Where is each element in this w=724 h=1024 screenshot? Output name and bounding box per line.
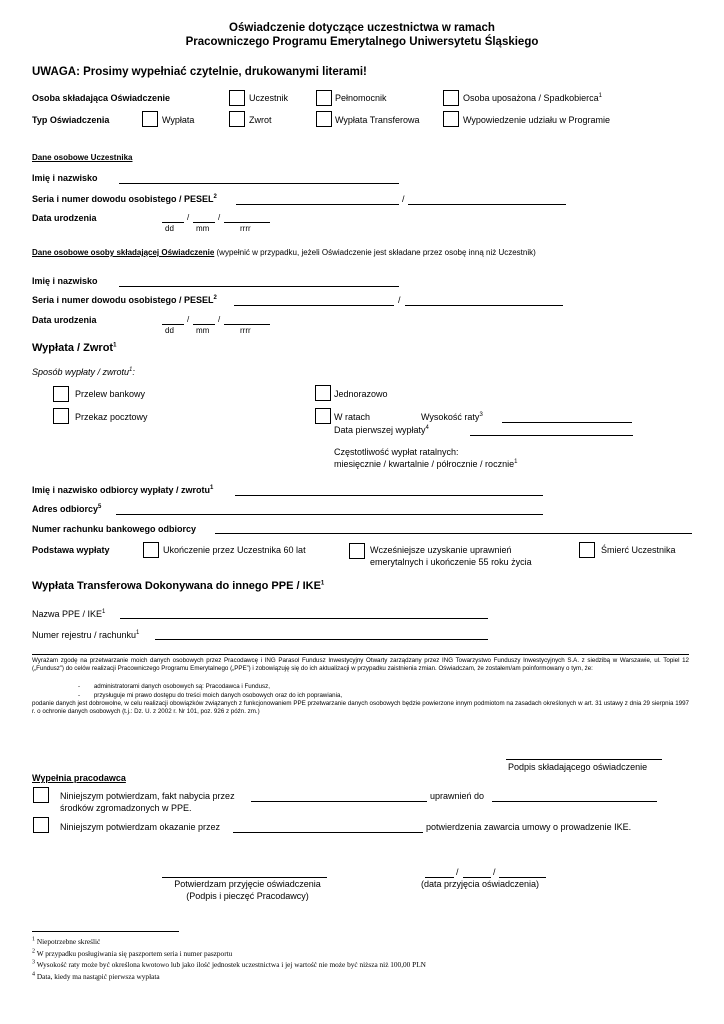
date-slash: / — [456, 867, 459, 877]
account-number-field[interactable] — [215, 533, 692, 534]
frequency-label: Częstotliwość wypłat ratalnych: — [334, 447, 459, 457]
date-slash: / — [187, 213, 190, 222]
section-divider — [32, 654, 689, 655]
employer-signature-line[interactable] — [162, 877, 327, 878]
dob-rrrr: rrrr — [240, 224, 251, 233]
employer-line2-b: potwierdzenia zawarcia umowy o prowadzenie IKE. — [426, 822, 632, 832]
employer-line1-b: uprawnień do — [430, 791, 485, 801]
participant-name-label: Imię i nazwisko — [32, 173, 98, 183]
footnotes — [32, 936, 692, 982]
checkbox-employer-confirm-entitlement[interactable] — [33, 787, 49, 803]
submitter-dob-month[interactable] — [193, 324, 215, 325]
checkbox-basis-age[interactable] — [143, 542, 159, 558]
checkbox-termination[interactable] — [443, 111, 459, 127]
submitter-signature-line[interactable] — [506, 759, 662, 760]
option-proxy: Pełnomocnik — [335, 93, 387, 103]
employer-confirm-label: Potwierdzam przyjęcie oświadczenia — [174, 879, 321, 889]
date-slash: / — [493, 867, 496, 877]
dob-rrrr: rrrr — [240, 326, 251, 335]
footnote-4: $^4$ Data, kiedy ma nastąpić pierwsza wypłata — [32, 971, 160, 981]
employer-line1-a: Niniejszym potwierdzam, fakt nabycia przez — [60, 791, 235, 801]
payout-method-label: Sposób wypłaty / zwrotu$^1$: — [32, 367, 135, 377]
footnote-1: $^1$ Niepotrzebne skreślić — [32, 936, 101, 946]
payout-heading: Wypłata / Zwrot$^1$ — [32, 342, 117, 354]
recipient-address-label: Adres odbiorcy$^5$ — [32, 504, 102, 514]
footnote-separator — [32, 931, 179, 932]
submitter-pesel-field[interactable] — [405, 305, 563, 306]
participant-pesel-field[interactable] — [408, 204, 566, 205]
employer-ike-person-field[interactable] — [233, 832, 423, 833]
submitter-dob-label: Data urodzenia — [32, 315, 97, 325]
submitter-id-label: Seria i numer dowodu osobistego / PESEL$^2$ — [32, 295, 217, 305]
date-slash: / — [187, 315, 190, 324]
dob-mm: mm — [196, 326, 210, 335]
payout-basis-label: Podstawa wypłaty — [32, 545, 110, 555]
date-slash: / — [218, 213, 221, 222]
transfer-name-field[interactable] — [120, 618, 488, 619]
employer-stamp-label: (Podpis i pieczęć Pracodawcy) — [186, 891, 309, 901]
frequency-options: miesięcznie / kwartalnie / półrocznie / rocznie$^1$ — [334, 459, 518, 469]
checkbox-beneficiary[interactable] — [443, 90, 459, 106]
basis-early-label-1: Wcześniejsze uzyskanie uprawnień — [370, 545, 512, 555]
basis-early-label-2: emerytalnych i ukończenie 55 roku życia — [370, 557, 532, 567]
basis-death-label: Śmierć Uczestnika — [601, 545, 676, 555]
bank-transfer-label: Przelew bankowy — [75, 389, 146, 399]
consent-paragraph-2: podanie danych jest dobrowolne, w celu realizacji obowiązków związanych z funkcjonowaniem PPE przetwarzanie danych osobowych będzie powierzone innym podmiotom na zasadach określonych w art. 31 ustawy z dnia 29 sierpnia 1997 r. o ochronie danych osobowych (t.j.: Dz. U. z 2002 r. Nr 101, poz. 926 z późn. zm.) — [32, 700, 689, 716]
dob-dd: dd — [165, 224, 174, 233]
checkbox-transfer[interactable] — [316, 111, 332, 127]
option-payout: Wypłata — [162, 115, 195, 125]
employer-entitlement-person-field[interactable] — [251, 801, 427, 802]
checkbox-proxy[interactable] — [316, 90, 332, 106]
submitter-data-heading: Dane osobowe osoby składającej Oświadczenie (wypełnić w przypadku, jeżeli Oświadczenie jest składane przez osobę inną niż Uczestnik) — [32, 248, 536, 257]
consent-bullet-2: - przysługuje mi prawo dostępu do treści moich danych osobowych oraz do ich poprawiania, — [78, 692, 343, 699]
postal-order-label: Przekaz pocztowy — [75, 412, 148, 422]
acceptance-date-month[interactable] — [463, 877, 491, 878]
id-separator: / — [402, 194, 405, 204]
installment-amount-label: Wysokość raty$^3$ — [421, 412, 483, 422]
dob-mm: mm — [196, 224, 210, 233]
participant-heading: Dane osobowe Uczestnika — [32, 153, 133, 162]
employer-entitlement-date-field[interactable] — [492, 801, 657, 802]
lump-sum-label: Jednorazowo — [334, 389, 388, 399]
date-slash: / — [218, 315, 221, 324]
warning-text: UWAGA: Prosimy wypełniać czytelnie, drukowanymi literami! — [32, 66, 367, 78]
participant-dob-year[interactable] — [224, 222, 270, 223]
id-separator: / — [398, 295, 401, 305]
form-title-line-2: Pracowniczego Programu Emerytalnego Uniwersytetu Śląskiego — [185, 36, 539, 48]
footnote-3: $^3$ Wysokość raty może być określona kwotowo lub jako ilość jednostek uczestnictwa i jej wartość nie może być niższa niż 100,00 PLN — [32, 959, 426, 969]
participant-dob-day[interactable] — [162, 222, 184, 223]
basis-age-label: Ukończenie przez Uczestnika 60 lat — [163, 545, 306, 555]
option-beneficiary: Osoba uposażona / Spadkobierca$^1$ — [463, 93, 602, 103]
footnote-2: $^2$ W przypadku posługiwania się paszportem seria i numer paszportu — [32, 948, 233, 958]
transfer-name-label: Nazwa PPE / IKE$^1$ — [32, 609, 106, 619]
participant-dob-month[interactable] — [193, 222, 215, 223]
checkbox-postal-order[interactable] — [53, 408, 69, 424]
checkbox-employer-confirm-ike[interactable] — [33, 817, 49, 833]
consent-bullet-1: - administratorami danych osobowych są: Pracodawca i Fundusz, — [78, 683, 270, 690]
installments-label: W ratach — [334, 412, 371, 422]
checkbox-bank-transfer[interactable] — [53, 386, 69, 402]
declaration-type-label: Typ Oświadczenia — [32, 115, 110, 125]
account-number-label: Numer rachunku bankowego odbiorcy — [32, 524, 197, 534]
checkbox-installments[interactable] — [315, 408, 331, 424]
option-participant: Uczestnik — [249, 93, 289, 103]
participant-id-field[interactable] — [236, 204, 399, 205]
participant-id-label: Seria i numer dowodu osobistego / PESEL$^2$ — [32, 194, 217, 204]
checkbox-basis-death[interactable] — [579, 542, 595, 558]
submitter-id-field[interactable] — [234, 305, 394, 306]
transfer-register-label: Numer rejestru / rachunku$^1$ — [32, 630, 140, 640]
option-transfer: Wypłata Transferowa — [335, 115, 420, 125]
employer-heading: Wypełnia pracodawca — [32, 773, 126, 783]
option-termination: Wypowiedzenie udziału w Programie — [463, 115, 610, 125]
checkbox-participant[interactable] — [229, 90, 245, 106]
submitter-name-label: Imię i nazwisko — [32, 276, 98, 286]
employer-line2-a: Niniejszym potwierdzam okazanie przez — [60, 822, 221, 832]
checkbox-refund[interactable] — [229, 111, 245, 127]
participant-dob-label: Data urodzenia — [32, 213, 97, 223]
submitter-dob-year[interactable] — [224, 324, 270, 325]
first-payout-date-label: Data pierwszej wypłaty$^4$ — [334, 425, 429, 435]
installment-amount-field[interactable] — [502, 422, 632, 423]
submitter-label: Osoba składająca Oświadczenie — [32, 93, 171, 103]
checkbox-payout[interactable] — [142, 111, 158, 127]
submitter-name-field[interactable] — [119, 286, 399, 287]
checkbox-lump-sum[interactable] — [315, 385, 331, 401]
recipient-name-label: Imię i nazwisko odbiorcy wypłaty / zwrotu$^1$ — [32, 485, 214, 495]
signature-label: Podpis składającego oświadczenie — [508, 762, 648, 772]
form-title-line-1: Oświadczenie dotyczące uczestnictwa w ramach — [229, 22, 495, 34]
submitter-dob-day[interactable] — [162, 324, 184, 325]
dob-dd: dd — [165, 326, 174, 335]
transfer-register-field[interactable] — [155, 639, 488, 640]
participant-name-field[interactable] — [119, 183, 399, 184]
acceptance-date-year[interactable] — [499, 877, 546, 878]
transfer-heading: Wypłata Transferowa Dokonywana do innego PPE / IKE$^1$ — [32, 580, 325, 592]
recipient-name-field[interactable] — [235, 495, 543, 496]
first-payout-date-field[interactable] — [470, 435, 633, 436]
acceptance-date-day[interactable] — [425, 877, 454, 878]
recipient-address-field[interactable] — [116, 514, 543, 515]
acceptance-date-label: (data przyjęcia oświadczenia) — [421, 879, 540, 889]
consent-paragraph: Wyrażam zgodę na przetwarzanie moich danych osobowych przez Pracodawcę i ING Parasol Fundusz Inwestycyjny Otwarty zarządzany przez ING Towarzystwo Funduszy Inwestycyjnych S.A. z siedzibą w Warszawie, ul. Topiel 12 („Fundusz”) do celów realizacji Pracowniczego Programu Emerytalnego („PPE”) i zobowiązuję się do ich aktualizacji w przypadku zaistnienia zmian. Oświadczam, że zostałem/am poinformowany o tym, że: — [32, 657, 689, 673]
option-refund: Zwrot — [249, 115, 272, 125]
employer-line1-c: środków zgromadzonych w PPE. — [60, 803, 192, 813]
checkbox-basis-early[interactable] — [349, 543, 365, 559]
